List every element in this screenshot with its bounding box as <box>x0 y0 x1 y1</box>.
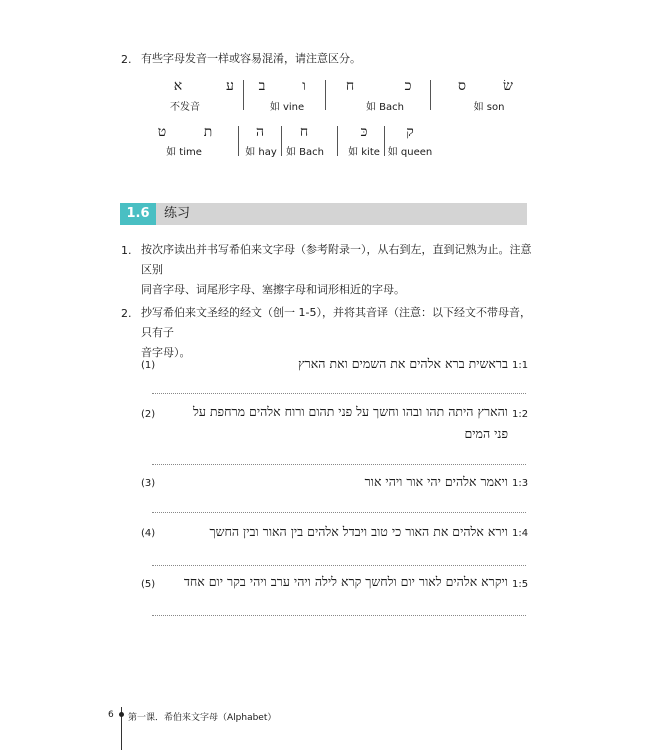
hebrew-verse <box>150 401 508 445</box>
column-divider <box>238 126 239 156</box>
hebrew-letter: ה <box>255 124 265 140</box>
section-number: 1.6 <box>120 203 156 225</box>
instruction-line: 抄写希伯来文圣经的经文（创一 1-5），并将其音译（注意：以下经文不带母音，只有子 <box>141 306 531 339</box>
pronunciation-note: 如 Bach <box>365 102 404 113</box>
pronunciation-note: 不发音 <box>170 102 200 113</box>
hebrew-letter: ק <box>406 124 414 140</box>
hebrew-letter: ב <box>258 78 266 94</box>
hebrew-letter: ו <box>302 78 306 94</box>
exercise-label: (2) <box>141 409 156 420</box>
column-divider <box>243 80 244 110</box>
section-header <box>120 203 527 225</box>
pronunciation-note: 如 son <box>473 102 505 113</box>
column-divider <box>430 80 431 110</box>
running-footer: 第一课．希伯来文字母（Alphabet） <box>128 713 277 723</box>
hebrew-letter: כ <box>404 78 412 94</box>
section-title: 练习 <box>164 206 191 221</box>
answer-line[interactable] <box>152 512 526 513</box>
exercise-number: 2. <box>121 307 132 320</box>
instruction-line: 按次序读出并书写希伯来文字母（参考附录一），从右到左，直到记熟为止。注意区别 <box>141 243 532 276</box>
answer-line[interactable] <box>152 565 526 566</box>
hebrew-letter: ע <box>226 78 234 94</box>
hebrew-verse: בראשית ברא אלהים את השמים ואת הארץ <box>298 356 508 371</box>
column-divider <box>325 80 326 110</box>
hebrew-letter: כּ <box>360 124 368 140</box>
verse-reference: 1:3 <box>512 478 529 489</box>
pronunciation-note: 如 vine <box>269 102 305 113</box>
verse-reference: 1:1 <box>512 360 529 371</box>
item-text: 有些字母发音一样或容易混淆，请注意区分。 <box>141 52 361 65</box>
verse-line: פני המים <box>464 426 508 441</box>
exercise-label: (5) <box>141 579 156 590</box>
verse-line: והארץ היתה תהו ובהו וחשך על פני תהום ורוח אלהים מרחפת על <box>193 404 508 419</box>
hebrew-letter: ח <box>299 124 309 140</box>
pronunciation-note: 如 kite <box>348 147 380 158</box>
column-divider <box>281 126 282 156</box>
hebrew-letter: ח <box>345 78 355 94</box>
exercise-number: 1. <box>121 244 132 257</box>
hebrew-verse: ויאמר אלהים יהי אור ויהי אור <box>364 474 508 489</box>
item-number: 2. <box>121 53 132 66</box>
verse-reference: 1:4 <box>512 528 529 539</box>
hebrew-verse: ויקרא אלהים לאור יום ולחשך קרא לילה ויהי ערב ויהי בקר יום אחד <box>183 574 508 589</box>
exercise-label: (3) <box>141 478 156 489</box>
instruction-line: 音字母）。 <box>141 346 191 359</box>
pronunciation-note: 如 hay <box>245 147 277 158</box>
hebrew-letter: א <box>173 78 183 94</box>
page-number: 6 <box>108 710 114 720</box>
pronunciation-note: 如 time <box>166 147 202 158</box>
pronunciation-note: 如 Bach <box>285 147 324 158</box>
answer-line[interactable] <box>152 393 526 394</box>
column-divider <box>337 126 338 156</box>
hebrew-verse: וירא אלהים את האור כי טוב ויבדל אלהים בין האור ובין החשך <box>209 524 508 539</box>
hebrew-letter: ט <box>157 124 167 140</box>
answer-line[interactable] <box>152 615 526 616</box>
footer-bullet <box>119 712 124 717</box>
exercise-label: (1) <box>141 360 156 371</box>
hebrew-letter: ת <box>203 124 213 140</box>
answer-line[interactable] <box>152 464 526 465</box>
instruction-line: 同音字母、词尾形字母、塞擦字母和词形相近的字母。 <box>141 283 405 296</box>
hebrew-letter: ס <box>458 78 466 94</box>
exercise-label: (4) <box>141 528 156 539</box>
verse-reference: 1:5 <box>512 579 529 590</box>
hebrew-letter: שׂ <box>503 78 513 94</box>
exercise-instruction <box>141 240 541 300</box>
pronunciation-note: 如 queen <box>387 147 433 158</box>
verse-reference: 1:2 <box>512 409 529 420</box>
